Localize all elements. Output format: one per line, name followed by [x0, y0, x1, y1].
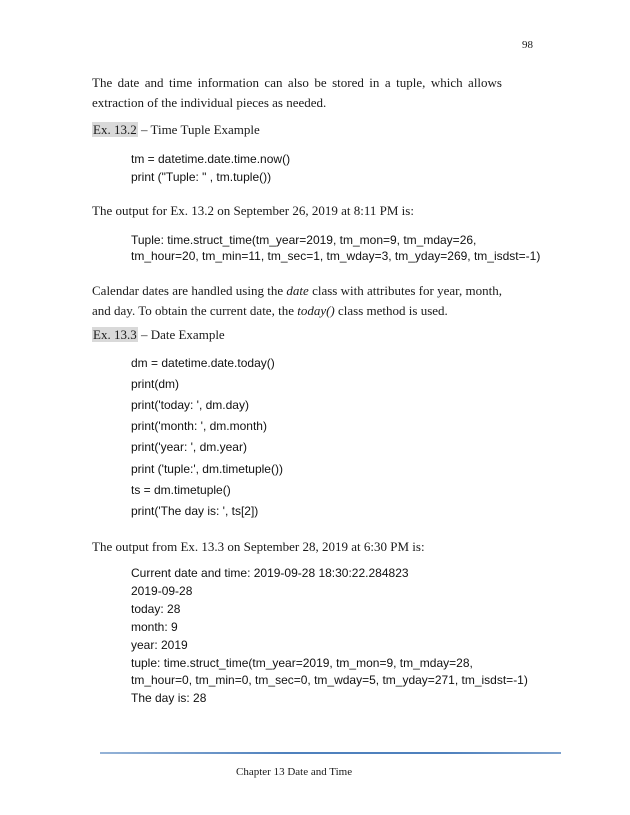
example-13-3-heading	[92, 327, 225, 343]
example-13-3-code-line-5: print('year: ', dm.year)	[131, 440, 247, 454]
example-13-3-code-line-2: print(dm)	[131, 377, 180, 391]
example-13-3-output-line-8: The day is: 28	[131, 691, 207, 705]
calendar-paragraph-part-1: Calendar dates are handled using the	[92, 283, 287, 298]
example-13-2-output-line-1: Tuple: time.struct_time(tm_year=2019, tm_mon=9, tm_mday=26,	[131, 233, 477, 247]
example-13-3-output-line-4: month: 9	[131, 620, 178, 634]
example-13-3-output-line-7: tm_hour=0, tm_min=0, tm_sec=0, tm_wday=5, tm_yday=271, tm_isdst=-1)	[131, 673, 528, 687]
example-13-3-code-line-4: print('month: ', dm.month)	[131, 419, 267, 433]
page-number: 98	[522, 39, 533, 51]
example-13-3-output-line-1: Current date and time: 2019-09-28 18:30:22.284823	[131, 566, 409, 580]
example-13-2-code-line-2: print ("Tuple: " , tm.tuple())	[131, 170, 272, 184]
calendar-paragraph-part-3: class method is used.	[334, 303, 448, 318]
footer-rule	[100, 752, 561, 754]
example-13-3-output-line-3: today: 28	[131, 602, 181, 616]
example-13-3-title: – Date Example	[137, 327, 225, 342]
example-13-2-heading	[92, 122, 260, 138]
today-method-term: today()	[297, 303, 335, 318]
example-13-3-code-line-3: print('today: ', dm.day)	[131, 398, 249, 412]
date-class-term: date	[286, 283, 309, 298]
example-13-2-code-line-1: tm = datetime.date.time.now()	[131, 152, 291, 166]
calendar-paragraph-part-2: class with attributes for year, month, and day. To obtain the current date, the	[92, 283, 502, 318]
example-13-2-output-intro: The output for Ex. 13.2 on September 26, 2019 at 8:11 PM is:	[92, 203, 414, 218]
example-13-3-code-line-6: print ('tuple:', dm.timetuple())	[131, 462, 283, 476]
example-13-3-ref: Ex. 13.3	[93, 327, 137, 342]
example-13-3-code-line-8: print('The day is: ', ts[2])	[131, 504, 259, 518]
example-13-2-title: – Time Tuple Example	[137, 122, 260, 137]
example-13-3-code-line-1: dm = datetime.date.today()	[131, 356, 275, 370]
example-13-3-output-intro: The output from Ex. 13.3 on September 28, 2019 at 6:30 PM is:	[92, 539, 425, 554]
example-13-3-code-line-7: ts = dm.timetuple()	[131, 483, 231, 497]
example-13-2-ref: Ex. 13.2	[93, 122, 137, 137]
footer-chapter-title: Chapter 13 Date and Time	[236, 766, 353, 778]
intro-paragraph: The date and time information can also be stored in a tuple, which allows extraction of the individual pieces as needed.	[92, 75, 502, 110]
example-13-2-output-line-2: tm_hour=20, tm_min=11, tm_sec=1, tm_wday=3, tm_yday=269, tm_isdst=-1)	[131, 249, 541, 263]
example-13-3-output-line-6: tuple: time.struct_time(tm_year=2019, tm_mon=9, tm_mday=28,	[131, 656, 473, 670]
example-13-3-output-line-5: year: 2019	[131, 638, 188, 652]
calendar-paragraph	[92, 281, 502, 321]
example-13-3-output-line-2: 2019-09-28	[131, 584, 193, 598]
